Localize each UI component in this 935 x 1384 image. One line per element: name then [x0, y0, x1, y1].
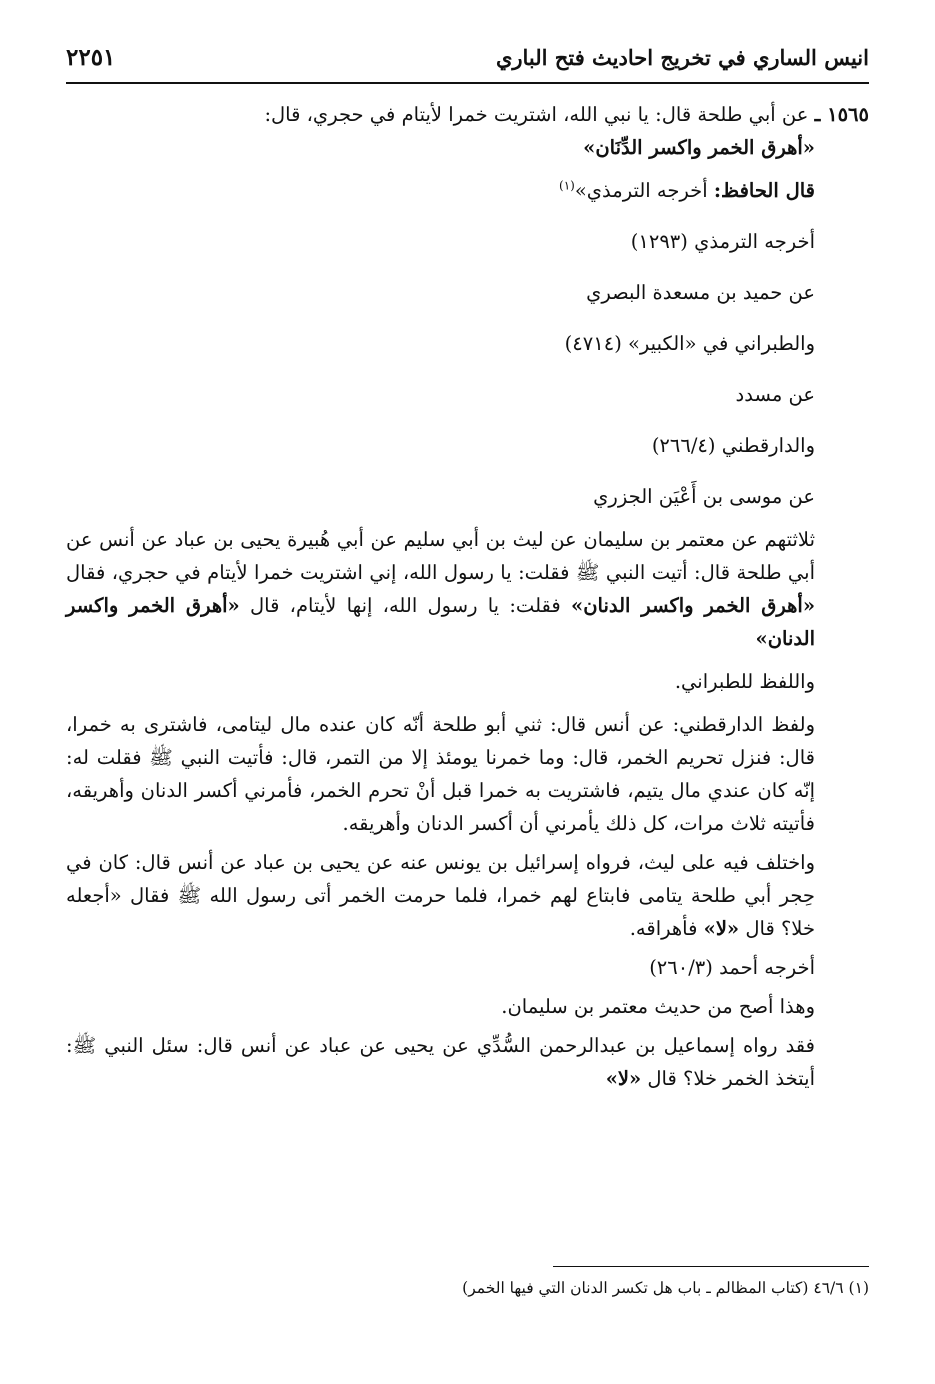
isnad-text: فقلت: يا رسول الله، إنها لأيتام، قال — [249, 594, 561, 617]
hadith-intro: عن أبي طلحة قال: يا نبي الله، اشتريت خمرا لأيتام في حجري، قال: — [264, 103, 809, 126]
footnote-text: ٤٦/٦ (كتاب المظالم ـ باب هل تكسر الدنان التي فيها الخمر) — [462, 1279, 844, 1297]
ahmad-line: أخرجه أحمد (٢٦٠/٣) — [649, 956, 815, 979]
hadith-quote: «أهرق الخمر واكسر الدِّنَان» — [583, 136, 815, 159]
ikhtilaf-paragraph — [66, 846, 869, 945]
daraqutni-paragraph: ولفظ الدارقطني: عن أنس قال: ثني أبو طلحة أنّه كان عنده مال ليتامى، فاشترى به خمرا، قال: فنزل تحريم الخمر، قال: وما خمرنا يومئذ إلا من التمر، قال: فأتيت النبي ﷺ فقلت له: إنّه كان عندي مال يتيم، فاشتريت به خمرا قبل أنْ تحرم الخمر، فأمرني أكسر الدنان وأهريقه، فأتيته ثلاث مرات، كل ذلك يأمرني أن أكسر الدنان وأهريقه. — [66, 713, 815, 835]
page-body — [66, 98, 869, 1095]
takhrij-line: عن موسى بن أَعْيَن الجزري — [593, 485, 815, 508]
isnad-paragraph — [66, 523, 869, 655]
hafiz-text: أخرجه الترمذي» — [574, 179, 708, 202]
quote-text: «أهرق الخمر واكسر الدنان» — [66, 594, 815, 650]
ikhtilaf-text: واختلف فيه على ليث، فرواه إسرائيل بن يونس عنه عن يحيى بن عباد عن أنس قال: كان في حِجر أبي طلحة يتامى فابتاع لهم خمرا، فلما حرمت الخمر أتى رسول الله ﷺ فقال «أجعله خلا؟ قال — [66, 851, 815, 940]
suddi-text: فقد رواه إسماعيل بن عبدالرحمن السُّدِّي عن يحيى عن عباد عن أنس قال: سئل النبي ﷺ: أيتخذ الخمر خلا؟ قال — [66, 1034, 815, 1090]
hadith-number: ١٥٦٥ ـ — [814, 103, 869, 126]
takhrij-line: أخرجه الترمذي (١٢٩٣) — [630, 230, 815, 253]
hadith-entry — [66, 98, 869, 164]
takhrij-line: والدارقطني (٢٦٦/٤) — [651, 434, 815, 457]
takhrij-line: عن مسدد — [735, 383, 815, 406]
hafiz-label: قال الحافظ: — [713, 179, 815, 202]
lafz-note: واللفظ للطبراني. — [674, 670, 815, 693]
hafiz-note — [66, 174, 869, 207]
page-header — [66, 32, 869, 84]
takhrij-line: والطبراني في «الكبير» (٤٧١٤) — [564, 332, 815, 355]
footnote-divider — [553, 1266, 869, 1267]
asahh-line: وهذا أصح من حديث معتمر بن سليمان. — [501, 995, 815, 1018]
running-title: انيس الساري في تخريج احاديث فتح الباري — [495, 44, 869, 70]
takhrij-line: عن حميد بن مسعدة البصري — [586, 281, 815, 304]
suddi-paragraph — [66, 1029, 869, 1095]
quote-text: «لا» — [703, 917, 740, 940]
footnote — [66, 1276, 869, 1300]
footnote-ref: (١) — [559, 178, 575, 193]
quote-text: «لا» — [605, 1067, 642, 1090]
isnad-text: ثلاثتهم عن معتمر بن سليمان عن ليث بن أبي سليم عن أبي هُبيرة يحيى بن عباد عن أنس عن أبي طلحة قال: أتيت النبي ﷺ فقلت: يا رسول الله، إني اشتريت خمرا لأيتام في حجري، فقال — [66, 528, 815, 584]
page-number: ٢٢٥١ — [66, 43, 116, 71]
ikhtilaf-text: فأهراقه. — [629, 917, 698, 940]
quote-text: «أهرق الخمر واكسر الدنان» — [571, 594, 816, 617]
footnote-marker: (١) — [848, 1279, 869, 1297]
